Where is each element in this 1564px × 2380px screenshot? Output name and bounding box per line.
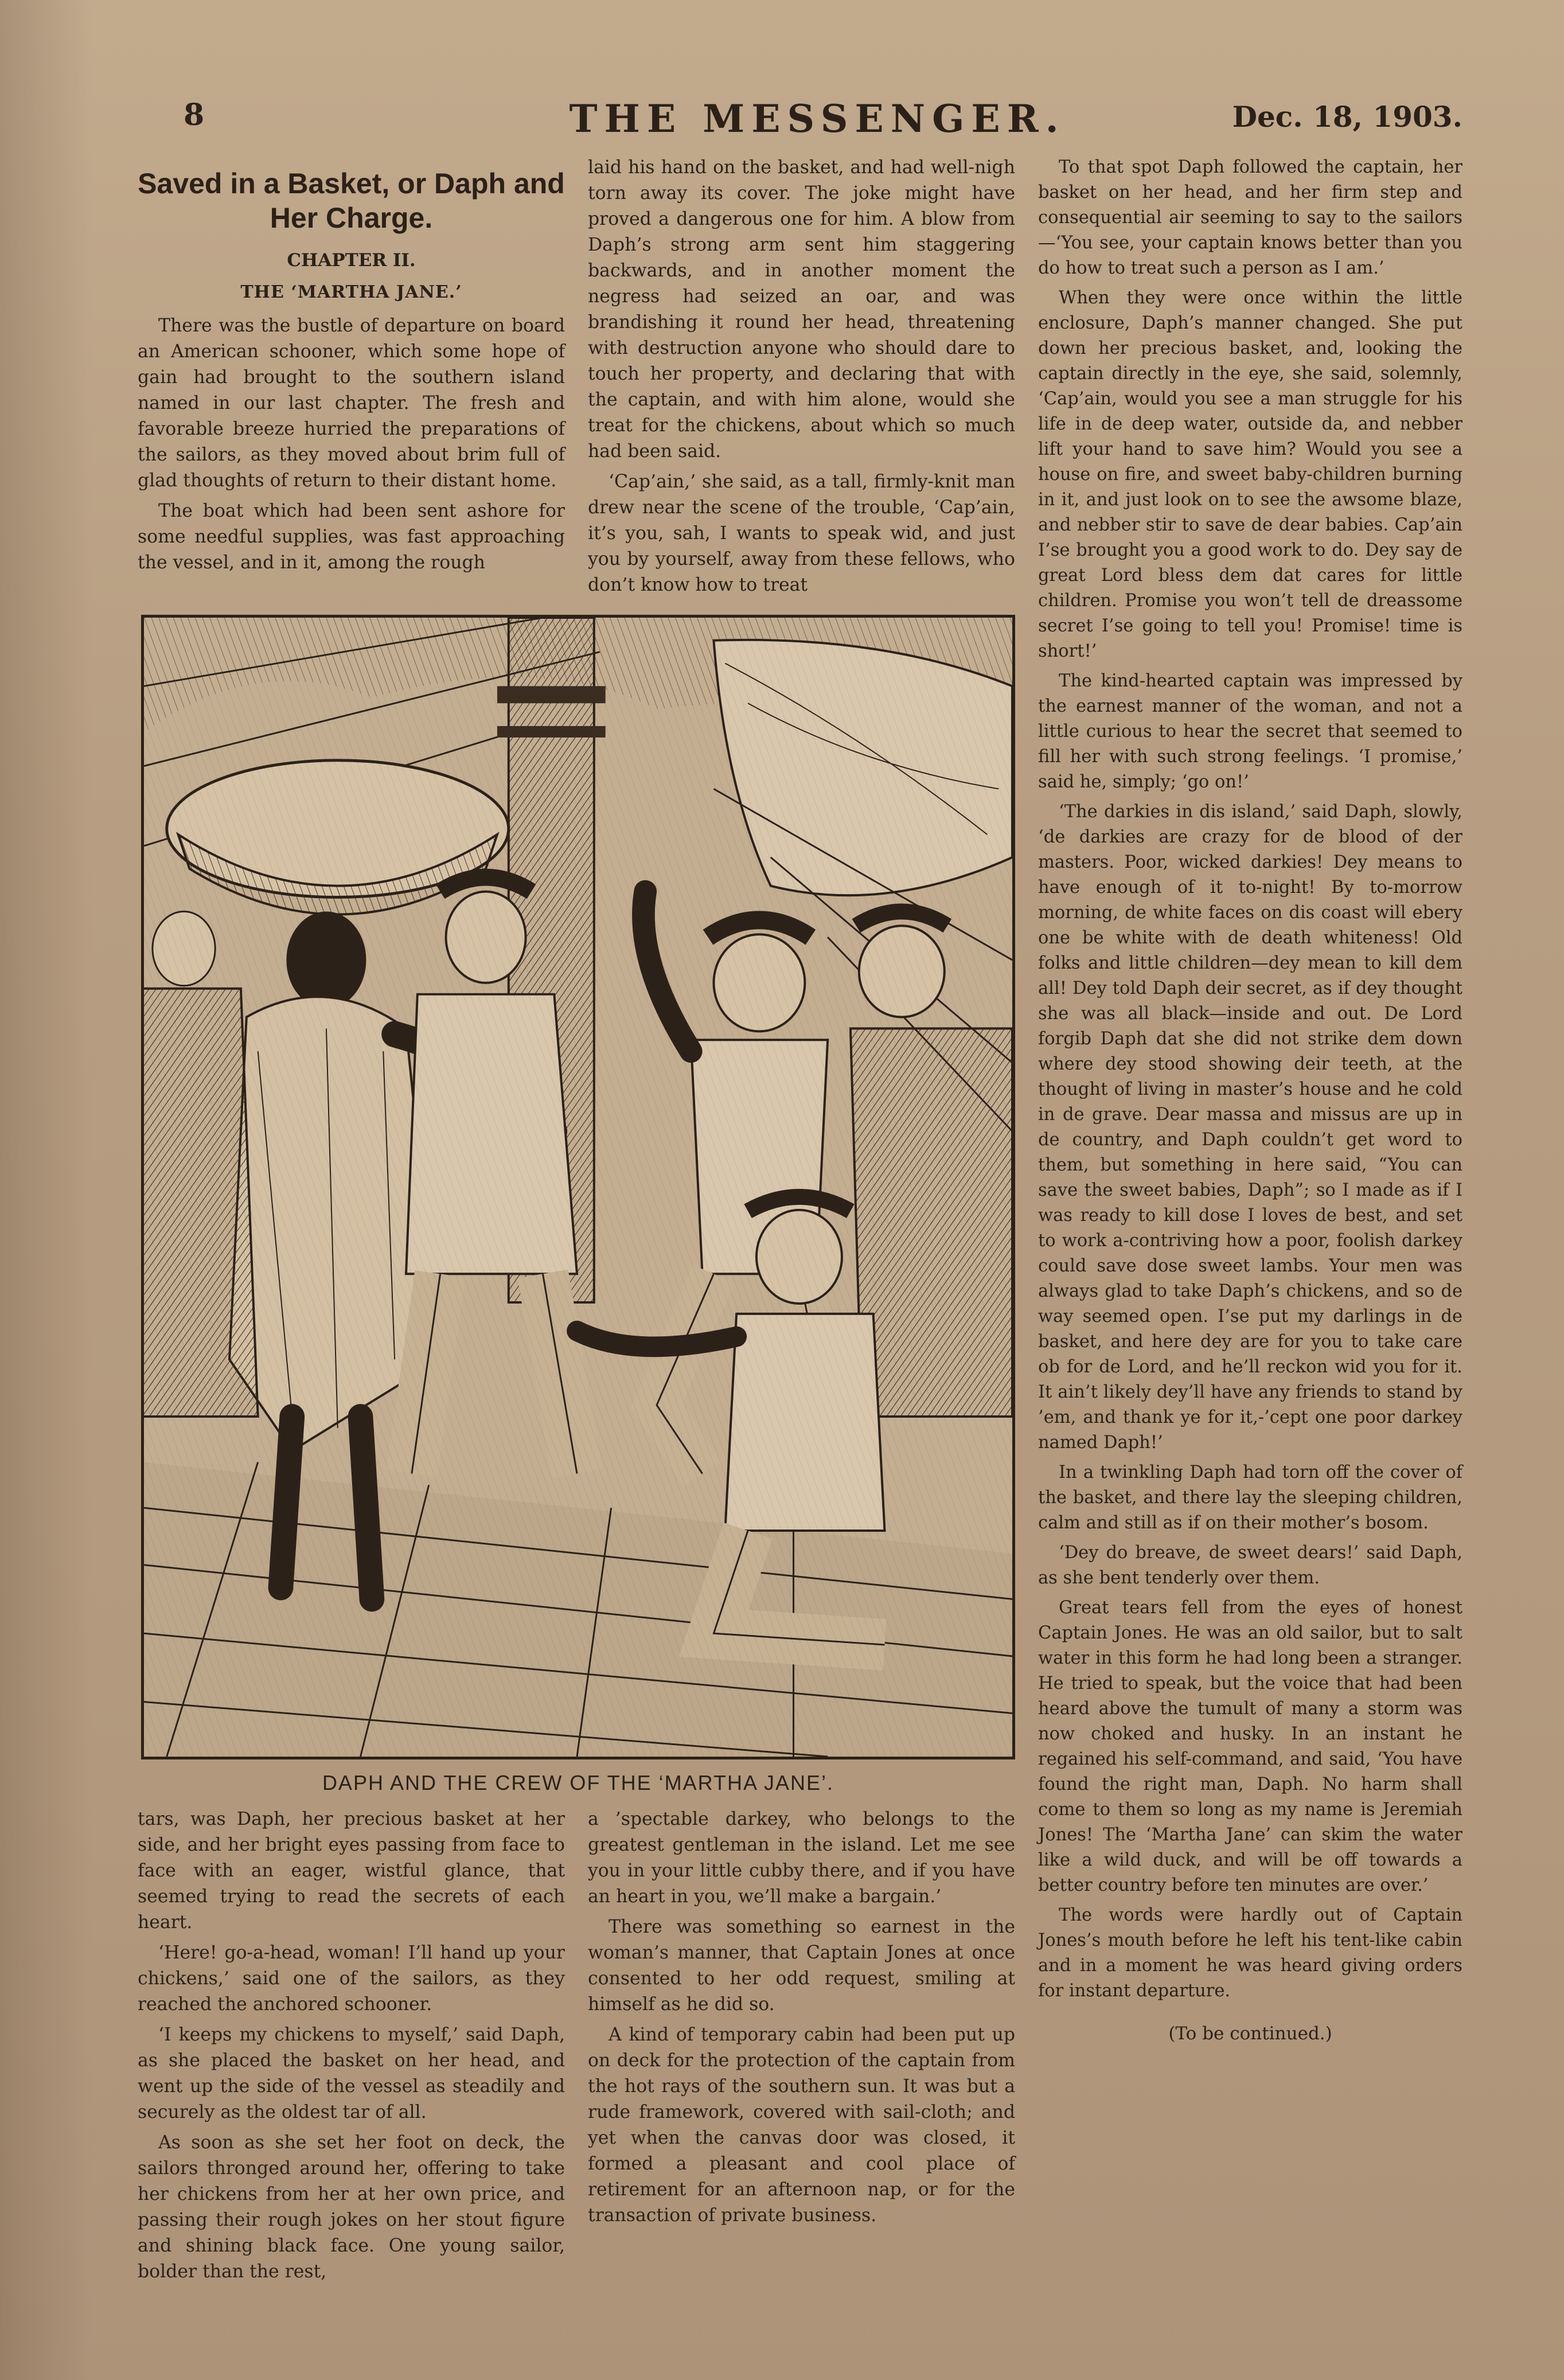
page-number: 8 (184, 97, 205, 132)
paragraph: Great tears fell from the eyes of honest Captain Jones. He was an old sailor, but to salt water in this form he had long been a stranger. He tried to speak, but the voice that had been heard above the tumult of many a storm was now choked and husky. In an instant he regained his self-command, and said, ‘You have found the right man, Daph. No harm shall come to them so long as my name is Jeremiah Jones! The ‘Martha Jane’ can skim the water like a wild duck, and will be off towards a better country before ten minutes are over.’ (1038, 1598, 1462, 1895)
article-headline: Saved in a Basket, or Daph and Her Charge. (138, 167, 565, 234)
paragraph: ‘Dey do breave, de sweet dears!’ said Daph, as she bent tenderly over them. (1038, 1543, 1462, 1588)
paragraph: ‘I keeps my chickens to myself,’ said Daph, as she placed the basket on her head, and went up the side of the vessel as steadily and securely as the oldest tar of all. (138, 2024, 565, 2123)
paragraph: a ’spectable darkey, who belongs to the greatest gentleman in the island. Let me see you in your little cubby there, and if you have an heart in you, we’ll make a bargain.’ (588, 1809, 1015, 1907)
column-3 (1038, 155, 1462, 2046)
engraving-illustration (144, 618, 1012, 1757)
paragraph: As soon as she set her foot on deck, the sailors thronged around her, offering to take her chickens from her at her own price, and passing their rough jokes on her stout figure and shining black face. One young sailor, bolder than the rest, (138, 2132, 565, 2282)
paragraph: The kind-hearted captain was impressed by the earnest manner of the woman, and not a little curious to hear the secret that seemed to fill her with such strong feelings. ‘I promise,’ said he, simply; ‘go on!’ (1038, 671, 1462, 792)
paragraph: In a twinkling Daph had torn off the cover of the basket, and there lay the sleeping children, calm and still as if on their mother’s bosom. (1038, 1462, 1462, 1533)
column-1-bottom (138, 1807, 565, 2289)
paragraph: A kind of temporary cabin had been put up on deck for the protection of the captain from the hot rays of the southern sun. It was but a rude framework, covered with sail-cloth; and yet when the canvas door was closed, it formed a pleasant and cool place of retirement for an afternoon nap, or for the transaction of private business. (588, 2024, 1015, 2226)
illustration (141, 615, 1015, 1759)
paragraph: The words were hardly out of Captain Jones’s mouth before he left his tent-like cabin and in a moment he was heard giving orders for instant departure. (1038, 1905, 1462, 2001)
paragraph: The boat which had been sent ashore for some needful supplies, was fast approaching the vessel, and in it, among the rough (138, 501, 565, 573)
paragraph: When they were once within the little enclosure, Daph’s manner changed. She put down her precious basket, and, looking the captain directly in the eye, she said, solemnly, ‘Cap’ain, would you see a man struggle for his life in de deep water, outside da, and nebber lift your hand to save him? Would you see a house on fire, and sweet baby-children burning in it, and just look on to see the awsome blaze, and nebber stir to save de dear babies. Cap’ain I’se brought you a good work to do. Dey say de great Lord bless dem dat cares for little children. Promise you won’t tell de dreassome secret I’se going to tell you! Promise! time is short!’ (1038, 288, 1462, 661)
chapter-title: THE ‘MARTHA JANE.’ (240, 282, 462, 302)
chapter-number: CHAPTER II. (287, 250, 416, 271)
paragraph: There was the bustle of departure on board an American schooner, which some hope of gain had brought to the southern island named in our last chapter. The fresh and favorable breeze hurried the preparations of the sailors, as they moved about brim full of glad thoughts of return to their distant home. (138, 315, 565, 491)
column-1-top (138, 166, 565, 580)
column-2-top (588, 155, 1015, 603)
paragraph: ‘The darkies in dis island,’ said Daph, slowly, ‘de darkies are crazy for de blood of der masters. Poor, wicked darkies! Dey means to have enough of it to-night! By to-morrow morning, de white faces on dis coast will ebery one be white with de death whiteness! Old folks and little children—dey mean to kill dem all! Dey told Daph deir secret, as if dey thought she was all black—inside and out. De Lord forgib Daph dat she did not strike dem down where dey stood showing deir teeth, at the thought of living in master’s house and he cold in de grave. Dear massa and missus are up in de country, and Daph couldn’t get word to them, but something in here said, “You can save the sweet babies, Daph”; so I made as if I was ready to kill dose I loves de best, and set to work a-contriving how a poor, foolish darkey could save dose sweet lambs. Your men was always glad to take Daph’s chickens, and so de way seemed open. I’se put my darlings in de basket, and here dey are for you to take care ob for de Lord, and he’ll reckon wid you for it. It ain’t likely dey’ll have any friends to stand by ’em, and thank ye for it,-’cept one poor darkey named Daph!’ (1038, 802, 1462, 1453)
paragraph: There was something so earnest in the woman’s manner, that Captain Jones at once consented to her odd request, smiling at himself as he did so. (588, 1917, 1015, 2015)
paragraph: To that spot Daph followed the captain, her basket on her head, and her firm step and consequential air seeming to say to the sailors—‘You see, your captain knows better than you do how to treat such a person as I am.’ (1038, 157, 1462, 278)
paragraph: ‘Here! go-a-head, woman! I’ll hand up your chickens,’ said one of the sailors, as they reached the anchored schooner. (138, 1942, 565, 2015)
paragraph: laid his hand on the basket, and had well-nigh torn away its cover. The joke might have proved a dangerous one for him. A blow from Daph’s strong arm sent him staggering backwards, and in another moment the negress had seized an oar, and was brandishing it round her head, threatening with destruction anyone who should dare to touch her property, and declaring that with the captain, and with him alone, would she treat for the chickens, about which so much had been said. (588, 157, 1015, 462)
issue-date: Dec. 18, 1903. (1232, 100, 1462, 134)
newspaper-title: THE MESSENGER. (569, 96, 1066, 141)
column-2-bottom (588, 1807, 1015, 2233)
masthead (172, 92, 1462, 143)
illustration-caption: DAPH AND THE CREW OF THE ‘MARTHA JANE’. (322, 1771, 834, 1794)
paragraph: ‘Cap’ain,’ she said, as a tall, firmly-knit man drew near the scene of the trouble, ‘Cap’ain, it’s you, sah, I wants to speak wid, and just you by yourself, away from these fellows, who don’t know how to treat (588, 471, 1015, 595)
paragraph: tars, was Daph, her precious basket at her side, and her bright eyes passing from face to face with an eager, wistful glance, that seemed trying to read the secrets of each heart. (138, 1809, 565, 1933)
to-be-continued: (To be continued.) (1168, 2023, 1332, 2044)
